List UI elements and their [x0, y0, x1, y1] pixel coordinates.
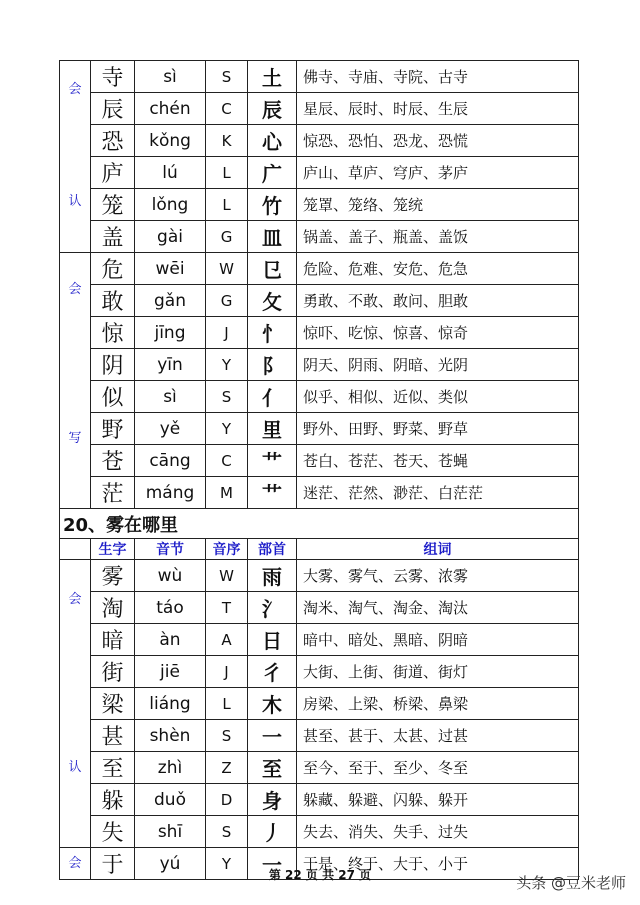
cell-words: 至今、至于、至少、冬至 [297, 752, 579, 784]
cell-char: 敢 [91, 285, 135, 317]
cell-words: 惊吓、吃惊、惊喜、惊奇 [297, 317, 579, 349]
cell-pinyin: gǎn [135, 285, 206, 317]
table-row [60, 688, 579, 720]
cell-order: J [206, 317, 248, 349]
table-row [60, 592, 579, 624]
cell-radical: 丿 [248, 816, 297, 848]
cell-words: 大雾、雾气、云雾、浓雾 [297, 560, 579, 592]
cell-pinyin: shèn [135, 720, 206, 752]
cell-words: 甚至、甚于、太甚、过甚 [297, 720, 579, 752]
cell-radical: 皿 [248, 221, 297, 253]
table-row [60, 93, 579, 125]
table-row [60, 381, 579, 413]
cell-words: 勇敢、不敢、敢问、胆敢 [297, 285, 579, 317]
cell-char: 梁 [91, 688, 135, 720]
header-pinyin: 音节 [135, 539, 206, 560]
cell-words: 庐山、草庐、穹庐、茅庐 [297, 157, 579, 189]
cell-words: 锅盖、盖子、瓶盖、盖饭 [297, 221, 579, 253]
cell-char: 苍 [91, 445, 135, 477]
cell-radical: 日 [248, 624, 297, 656]
cell-radical: 一 [248, 720, 297, 752]
header-blank [60, 539, 91, 560]
cell-pinyin: gài [135, 221, 206, 253]
header-radical: 部首 [248, 539, 297, 560]
cell-char: 似 [91, 381, 135, 413]
cell-words: 似乎、相似、近似、类似 [297, 381, 579, 413]
cell-words: 大街、上街、街道、街灯 [297, 656, 579, 688]
cell-char: 甚 [91, 720, 135, 752]
table-row [60, 157, 579, 189]
cell-order: L [206, 688, 248, 720]
table-row [60, 61, 579, 93]
cell-radical: 身 [248, 784, 297, 816]
cell-radical: 彳 [248, 656, 297, 688]
cell-radical: 阝 [248, 349, 297, 381]
cell-pinyin: shī [135, 816, 206, 848]
cell-pinyin: sì [135, 61, 206, 93]
cell-radical: 㔾 [248, 253, 297, 285]
cell-radical: 氵 [248, 592, 297, 624]
lesson-title: 20、雾在哪里 [60, 509, 579, 539]
cell-radical: 艹 [248, 445, 297, 477]
cell-radical: 心 [248, 125, 297, 157]
cell-words: 躲藏、躲避、闪躲、躲开 [297, 784, 579, 816]
cell-char: 惊 [91, 317, 135, 349]
cell-words: 佛寺、寺庙、寺院、古寺 [297, 61, 579, 93]
table-row [60, 349, 579, 381]
cell-pinyin: yīn [135, 349, 206, 381]
cell-radical: 艹 [248, 477, 297, 509]
cell-order: C [206, 445, 248, 477]
cell-pinyin: máng [135, 477, 206, 509]
cell-pinyin: sì [135, 381, 206, 413]
table-row [60, 560, 579, 592]
cell-pinyin: kǒng [135, 125, 206, 157]
cell-words: 野外、田野、野菜、野草 [297, 413, 579, 445]
cell-char: 失 [91, 816, 135, 848]
cell-char: 笼 [91, 189, 135, 221]
cell-order: M [206, 477, 248, 509]
table-row [60, 624, 579, 656]
cell-char: 街 [91, 656, 135, 688]
group-label-char: 写 [68, 431, 82, 446]
cell-order: Z [206, 752, 248, 784]
cell-char: 恐 [91, 125, 135, 157]
cell-radical: 亻 [248, 381, 297, 413]
cell-pinyin: duǒ [135, 784, 206, 816]
table-row [60, 477, 579, 509]
cell-char: 淘 [91, 592, 135, 624]
cell-radical: 广 [248, 157, 297, 189]
cell-radical: 竹 [248, 189, 297, 221]
cell-pinyin: jiē [135, 656, 206, 688]
cell-order: J [206, 656, 248, 688]
vocabulary-table [59, 60, 579, 880]
cell-order: W [206, 560, 248, 592]
cell-pinyin: cāng [135, 445, 206, 477]
cell-char: 危 [91, 253, 135, 285]
cell-words: 笼罩、笼络、笼统 [297, 189, 579, 221]
cell-order: S [206, 381, 248, 413]
cell-char: 寺 [91, 61, 135, 93]
cell-char: 躲 [91, 784, 135, 816]
table-row [60, 221, 579, 253]
cell-radical: 土 [248, 61, 297, 93]
cell-char: 盖 [91, 221, 135, 253]
cell-order: Y [206, 413, 248, 445]
cell-pinyin: àn [135, 624, 206, 656]
cell-order: D [206, 784, 248, 816]
cell-pinyin: lú [135, 157, 206, 189]
table-row [60, 189, 579, 221]
cell-char: 至 [91, 752, 135, 784]
header-order: 音序 [206, 539, 248, 560]
cell-char: 于 [91, 848, 135, 880]
cell-order: C [206, 93, 248, 125]
cell-char: 暗 [91, 624, 135, 656]
table-row [60, 784, 579, 816]
cell-words: 阴天、阴雨、阴暗、光阴 [297, 349, 579, 381]
cell-order: A [206, 624, 248, 656]
cell-order: Y [206, 848, 248, 880]
header-row [60, 539, 579, 560]
cell-pinyin: táo [135, 592, 206, 624]
cell-pinyin: wēi [135, 253, 206, 285]
cell-char: 阴 [91, 349, 135, 381]
group-label [60, 560, 91, 848]
cell-order: S [206, 816, 248, 848]
table-row [60, 125, 579, 157]
group-label [60, 61, 91, 253]
header-char: 生字 [91, 539, 135, 560]
table-row [60, 720, 579, 752]
cell-order: G [206, 285, 248, 317]
table-row [60, 317, 579, 349]
table-row [60, 445, 579, 477]
cell-radical: 雨 [248, 560, 297, 592]
cell-pinyin: chén [135, 93, 206, 125]
page-footer: 第 22 页 共 27 页 [268, 868, 372, 882]
cell-pinyin: yú [135, 848, 206, 880]
group-label-char: 会 [68, 282, 82, 297]
cell-words: 淘米、淘气、淘金、淘汰 [297, 592, 579, 624]
cell-order: K [206, 125, 248, 157]
cell-order: W [206, 253, 248, 285]
cell-words: 惊恐、恐怕、恐龙、恐慌 [297, 125, 579, 157]
cell-words: 暗中、暗处、黑暗、阴暗 [297, 624, 579, 656]
cell-radical: 木 [248, 688, 297, 720]
cell-radical: 攵 [248, 285, 297, 317]
cell-pinyin: yě [135, 413, 206, 445]
group-label [60, 253, 91, 509]
cell-radical: 忄 [248, 317, 297, 349]
cell-order: G [206, 221, 248, 253]
group-label-char: 会 [68, 592, 82, 607]
cell-order: S [206, 720, 248, 752]
cell-order: S [206, 61, 248, 93]
cell-char: 野 [91, 413, 135, 445]
lesson-title-row [60, 509, 579, 539]
table-row [60, 253, 579, 285]
cell-order: T [206, 592, 248, 624]
cell-words: 房梁、上梁、桥梁、鼻梁 [297, 688, 579, 720]
cell-words: 危险、危难、安危、危急 [297, 253, 579, 285]
table-row [60, 752, 579, 784]
cell-pinyin: jīng [135, 317, 206, 349]
cell-char: 庐 [91, 157, 135, 189]
cell-words: 失去、消失、失手、过失 [297, 816, 579, 848]
cell-radical: 辰 [248, 93, 297, 125]
cell-pinyin: wù [135, 560, 206, 592]
cell-pinyin: zhì [135, 752, 206, 784]
header-words: 组词 [297, 539, 579, 560]
group-label-char: 会 [68, 82, 82, 97]
table-row [60, 656, 579, 688]
table-row [60, 285, 579, 317]
cell-pinyin: liáng [135, 688, 206, 720]
cell-radical: 里 [248, 413, 297, 445]
table-row [60, 413, 579, 445]
cell-pinyin: lǒng [135, 189, 206, 221]
cell-radical: 一 [248, 848, 297, 880]
cell-char: 茫 [91, 477, 135, 509]
cell-words: 星辰、辰时、时辰、生辰 [297, 93, 579, 125]
group-label-char: 认 [68, 194, 82, 209]
cell-order: L [206, 189, 248, 221]
cell-words: 苍白、苍茫、苍天、苍蝇 [297, 445, 579, 477]
cell-char: 雾 [91, 560, 135, 592]
cell-radical: 至 [248, 752, 297, 784]
cell-words: 迷茫、茫然、渺茫、白茫茫 [297, 477, 579, 509]
watermark: 头条 @豆米老师 [516, 874, 626, 892]
cell-order: Y [206, 349, 248, 381]
group-label-char: 认 [68, 760, 82, 775]
cell-char: 辰 [91, 93, 135, 125]
cell-order: L [206, 157, 248, 189]
cell-words: 于是、终于、大于、小于 [297, 848, 579, 880]
table-row [60, 816, 579, 848]
group-label-char: 会 [68, 856, 82, 871]
